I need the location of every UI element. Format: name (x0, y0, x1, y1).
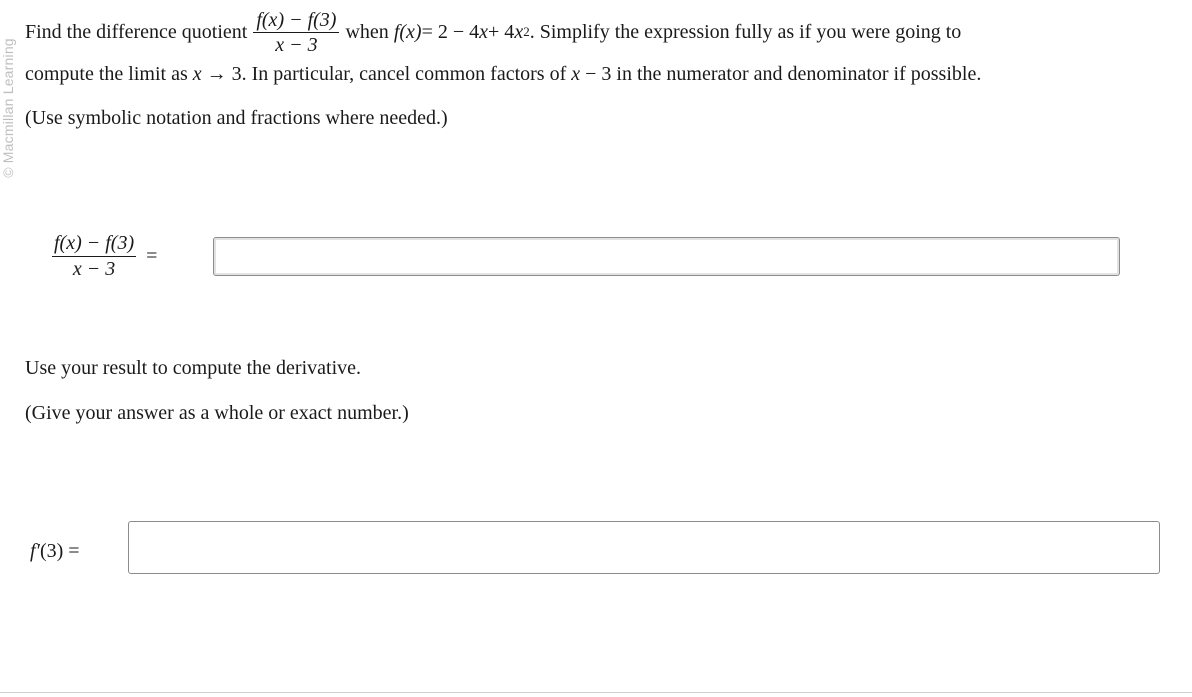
function-lhs: f(x) (393, 21, 422, 43)
dq-numerator: f(x) − f(3) (253, 9, 339, 33)
watermark-text: © Macmillan Learning (0, 38, 17, 178)
difference-quotient-answer-input[interactable] (213, 237, 1120, 276)
line2-var-2: x (571, 63, 581, 85)
line1-tail: . Simplify the expression fully as if you were going to (529, 21, 962, 43)
derivative-label-arg: (3) = (39, 540, 80, 562)
question-prompt (25, 6, 1175, 130)
line2-var: x (192, 63, 202, 85)
answer1-label (52, 232, 157, 280)
answer1-numerator: f(x) − f(3) (52, 232, 136, 257)
difference-quotient-fraction (253, 9, 339, 56)
function-var-2: x (514, 21, 524, 43)
intro-text: Find the difference quotient (25, 21, 248, 43)
when-text: when (345, 21, 389, 43)
derivative-hint: (Give your answer as a whole or exact number.) (25, 402, 409, 424)
function-var-1: x (479, 21, 489, 43)
answer1-denominator: x − 3 (72, 258, 116, 280)
dq-denominator: x − 3 (275, 33, 318, 56)
bottom-divider (0, 692, 1192, 693)
watermark (0, 18, 16, 198)
line2-text-c: − 3 in the numerator and denominator if possible. (580, 63, 982, 85)
derivative-label (30, 540, 80, 563)
question-line-3: (Use symbolic notation and fractions where needed.) (25, 107, 448, 129)
answer1-fraction (52, 232, 136, 280)
answer1-equals: = (146, 244, 158, 267)
derivative-prompt: Use your result to compute the derivative. (25, 357, 362, 379)
function-rhs-a: = 2 − 4 (421, 21, 480, 43)
function-rhs-b: + 4 (488, 21, 515, 43)
line2-text-b: → 3. In particular, cancel common factors of (201, 63, 572, 85)
question-line-1: Find the difference quotient $\frac{f(x) - f(3)}{x - 3}$ when f(x) = 2 − 4 x + 4 x 2 . Simplify the expression fully as if you were going to (25, 8, 962, 56)
line2-text-a: compute the limit as (25, 63, 193, 85)
derivative-label-fn: f′ (30, 540, 40, 562)
derivative-answer-input[interactable] (128, 521, 1160, 574)
question-line-2 (25, 62, 1175, 86)
